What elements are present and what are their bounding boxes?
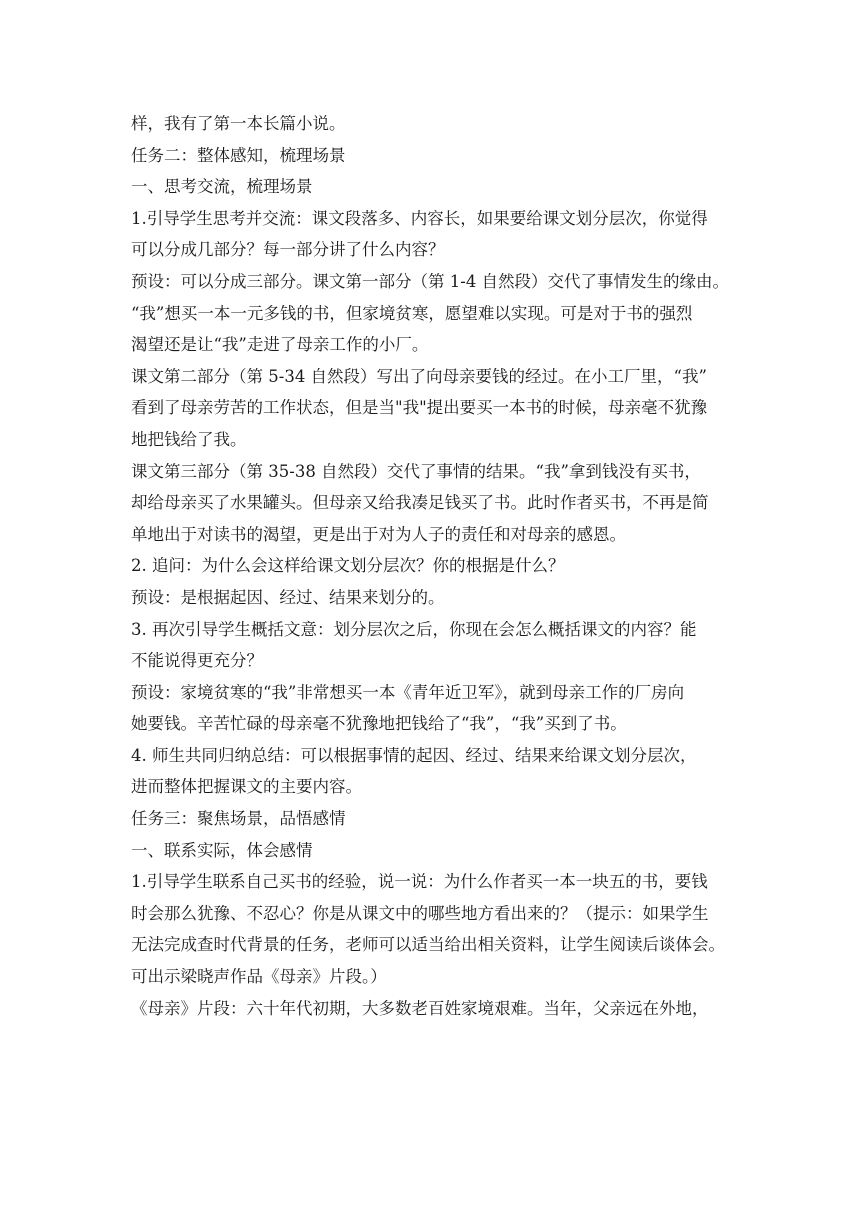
text-line: 1.引导学生联系自己买书的经验，说一说：为什么作者买一本一块五的书，要钱 — [131, 872, 708, 892]
text-line: 4. 师生共同归纳总结：可以根据事情的起因、经过、结果来给课文划分层次， — [131, 745, 697, 765]
text-line: 可以分成几部分？每一部分讲了什么内容？ — [131, 240, 445, 260]
text-line: 地把钱给了我。 — [131, 429, 247, 449]
text-line: 1.引导学生思考并交流：课文段落多、内容长，如果要给课文划分层次，你觉得 — [131, 208, 708, 228]
text-line: 可出示梁晓声作品《母亲》片段。） — [131, 967, 387, 987]
text-line: 时会那么犹豫、不忍心？你是从课文中的哪些地方看出来的？（提示：如果学生 — [131, 903, 709, 923]
text-line: 无法完成查时代背景的任务，老师可以适当给出相关资料，让学生阅读后谈体会。 — [131, 935, 725, 955]
text-line: 2. 追问：为什么会这样给课文划分层次？你的根据是什么？ — [131, 556, 565, 576]
document-body — [131, 108, 733, 1024]
text-line: 预设：可以分成三部分。课文第一部分（第 1-4 自然段）交代了事情发生的缘由。 — [131, 271, 730, 291]
text-line: 却给母亲买了水果罐头。但母亲又给我凑足钱买了书。此时作者买书，不再是简 — [131, 493, 709, 513]
text-line: 《母亲》片段：六十年代初期，大多数老百姓家境艰难。当年，父亲远在外地， — [131, 998, 709, 1018]
text-line: 进而整体把握课文的主要内容。 — [131, 777, 362, 797]
section-heading: 任务二：整体感知，梳理场景 — [131, 145, 346, 165]
text-line: 她要钱。辛苦忙碌的母亲毫不犹豫地把钱给了“我”，“我”买到了书。 — [131, 714, 627, 734]
text-line: 课文第二部分（第 5-34 自然段）写出了向母亲要钱的经过。在小工厂里，“我” — [131, 366, 707, 386]
text-line: 渴望还是让“我”走进了母亲工作的小厂。 — [131, 335, 429, 355]
text-line: 样，我有了第一本长篇小说。 — [131, 114, 346, 133]
subsection-heading: 一、思考交流，梳理场景 — [131, 177, 313, 197]
text-line: 预设：是根据起因、经过、结果来划分的。 — [131, 587, 445, 607]
text-line: 课文第三部分（第 35-38 自然段）交代了事情的结果。“我”拿到钱没有买书， — [131, 461, 701, 481]
section-heading: 任务三：聚焦场景，品悟感情 — [131, 809, 346, 829]
text-line: 不能说得更充分？ — [131, 651, 263, 671]
text-line: 3. 再次引导学生概括文意：划分层次之后，你现在会怎么概括课文的内容？能 — [131, 619, 697, 639]
subsection-heading: 一、联系实际，体会感情 — [131, 840, 313, 860]
text-line: “我”想买一本一元多钱的书，但家境贫寒，愿望难以实现。可是对于书的强烈 — [131, 303, 693, 323]
text-line: 看到了母亲劳苦的工作状态，但是当"我"提出要买一本书的时候，母亲毫不犹豫 — [131, 398, 708, 418]
text-line: 单地出于对读书的渴望，更是出于对为人子的责任和对母亲的感恩。 — [131, 524, 626, 544]
text-line: 预设：家境贫寒的“我”非常想买一本《青年近卫军》，就到母亲工作的厂房向 — [131, 682, 685, 702]
